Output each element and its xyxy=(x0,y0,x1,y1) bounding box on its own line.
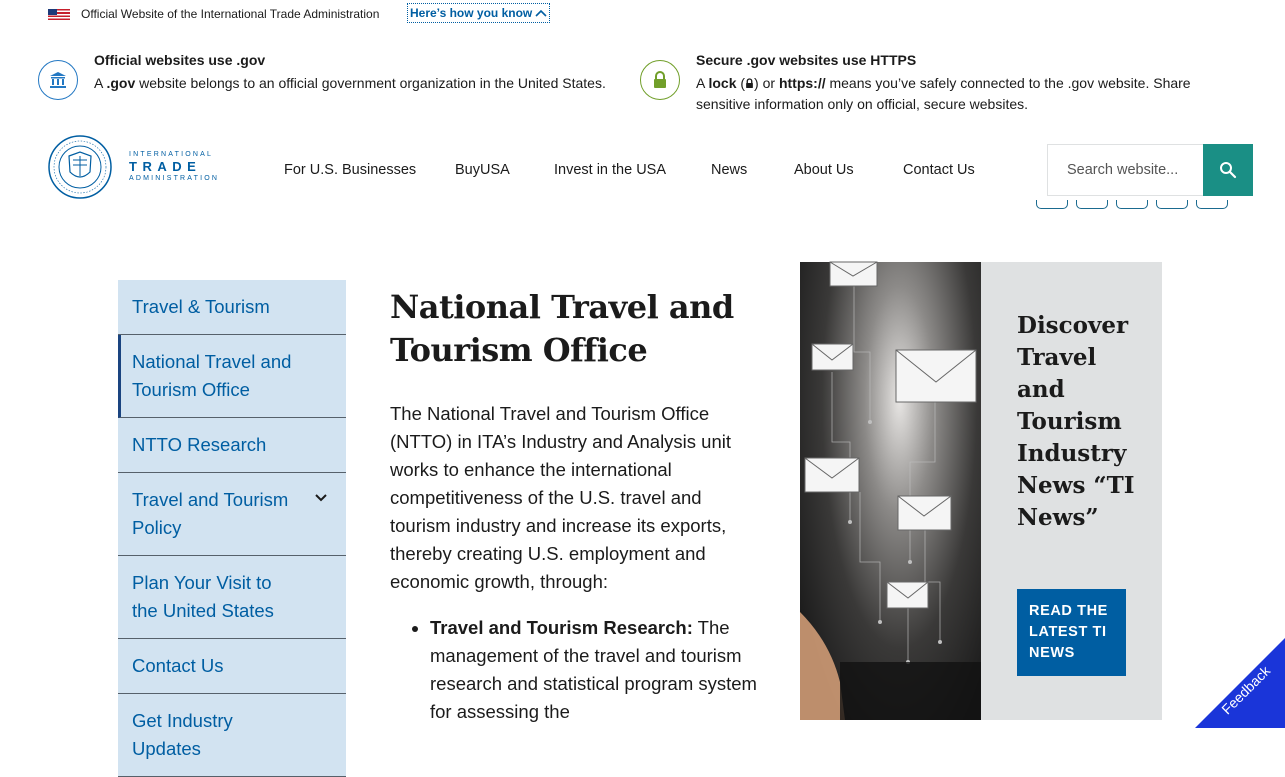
sub-tab[interactable] xyxy=(1196,200,1228,209)
side-nav-plan-your-visit[interactable]: Plan Your Visit to the United States xyxy=(118,556,346,639)
sub-tab[interactable] xyxy=(1156,200,1188,209)
nav-buyusa[interactable]: BuyUSA xyxy=(455,162,510,178)
side-nav-ntto-research[interactable]: NTTO Research xyxy=(118,418,346,473)
guidance-gov-body: A .gov website belongs to an official government organization in the United States. xyxy=(94,75,606,91)
list-item: • Travel and Tourism Research: The management of the travel and tourism research and statistical program system for assessing the xyxy=(430,614,760,726)
banner-text: Official Website of the International Trade Administration xyxy=(81,7,380,21)
read-latest-ti-news-button[interactable]: READ THE LATEST TI NEWS xyxy=(1017,589,1126,676)
sub-nav-tabs xyxy=(1036,200,1236,210)
small-lock-icon xyxy=(745,78,754,89)
search-form xyxy=(1047,144,1253,196)
logo-line-international: INTERNATIONAL xyxy=(129,151,214,158)
sub-tab[interactable] xyxy=(1036,200,1068,209)
logo-line-administration: ADMINISTRATION xyxy=(129,175,220,182)
building-icon xyxy=(38,60,78,100)
chevron-up-icon xyxy=(535,9,547,17)
logo-line-trade: TRADE xyxy=(129,159,202,174)
intro-paragraph: The National Travel and Tourism Office (NTTO) in ITA’s Industry and Analysis unit works to enhance the international competitiveness of the U.S. travel and tourism industry and increase its exports, thereby creating U.S. employment and economic growth, through: xyxy=(390,403,732,592)
heres-how-you-know-label: Here’s how you know xyxy=(410,6,533,20)
search-icon xyxy=(1219,161,1237,179)
side-nav-get-industry-updates[interactable]: Get Industry Updates xyxy=(118,694,346,777)
search-button[interactable] xyxy=(1203,144,1253,196)
ti-news-promo xyxy=(800,262,1162,720)
guidance-https-title: Secure .gov websites use HTTPS xyxy=(696,52,917,68)
lock-icon xyxy=(640,60,680,100)
nav-news[interactable]: News xyxy=(711,162,748,178)
feedback-label: Feedback xyxy=(1218,662,1274,718)
side-nav-travel-tourism-policy[interactable] xyxy=(118,473,346,556)
side-nav xyxy=(118,280,346,759)
sub-tab[interactable] xyxy=(1116,200,1148,209)
nav-about-us[interactable]: About Us xyxy=(794,162,854,178)
side-nav-contact-us[interactable]: Contact Us xyxy=(118,639,346,694)
promo-heading: Discover Travel and Tourism Industry News “TI News” xyxy=(1017,312,1135,531)
main-content xyxy=(390,286,760,726)
services-list xyxy=(430,614,760,726)
side-nav-travel-tourism[interactable]: Travel & Tourism xyxy=(118,280,346,335)
nav-for-us-businesses[interactable]: For U.S. Businesses xyxy=(284,162,417,178)
email-network-image xyxy=(800,262,981,720)
nav-contact-us[interactable]: Contact Us xyxy=(903,162,975,178)
side-nav-travel-tourism-policy-label: Travel and Tourism Policy xyxy=(132,489,289,538)
guidance-https-body: A lock ( ) or https:// means you’ve safely connected to the .gov website. Share sensitive information only on official, secure websites. xyxy=(696,75,1191,112)
search-input[interactable] xyxy=(1047,144,1203,196)
main-nav xyxy=(0,162,1000,182)
nav-invest-in-the-usa[interactable]: Invest in the USA xyxy=(554,162,667,178)
side-nav-ntto[interactable]: National Travel and Tourism Office xyxy=(118,335,346,418)
sub-tab[interactable] xyxy=(1076,200,1108,209)
page-title: National Travel and Tourism Office xyxy=(390,288,734,369)
heres-how-you-know-button[interactable] xyxy=(407,3,550,23)
gov-banner xyxy=(0,0,1280,28)
feedback-button[interactable] xyxy=(1195,638,1285,728)
us-flag-icon xyxy=(48,9,70,20)
chevron-down-icon[interactable] xyxy=(314,493,328,503)
guidance-gov-title: Official websites use .gov xyxy=(94,52,266,68)
